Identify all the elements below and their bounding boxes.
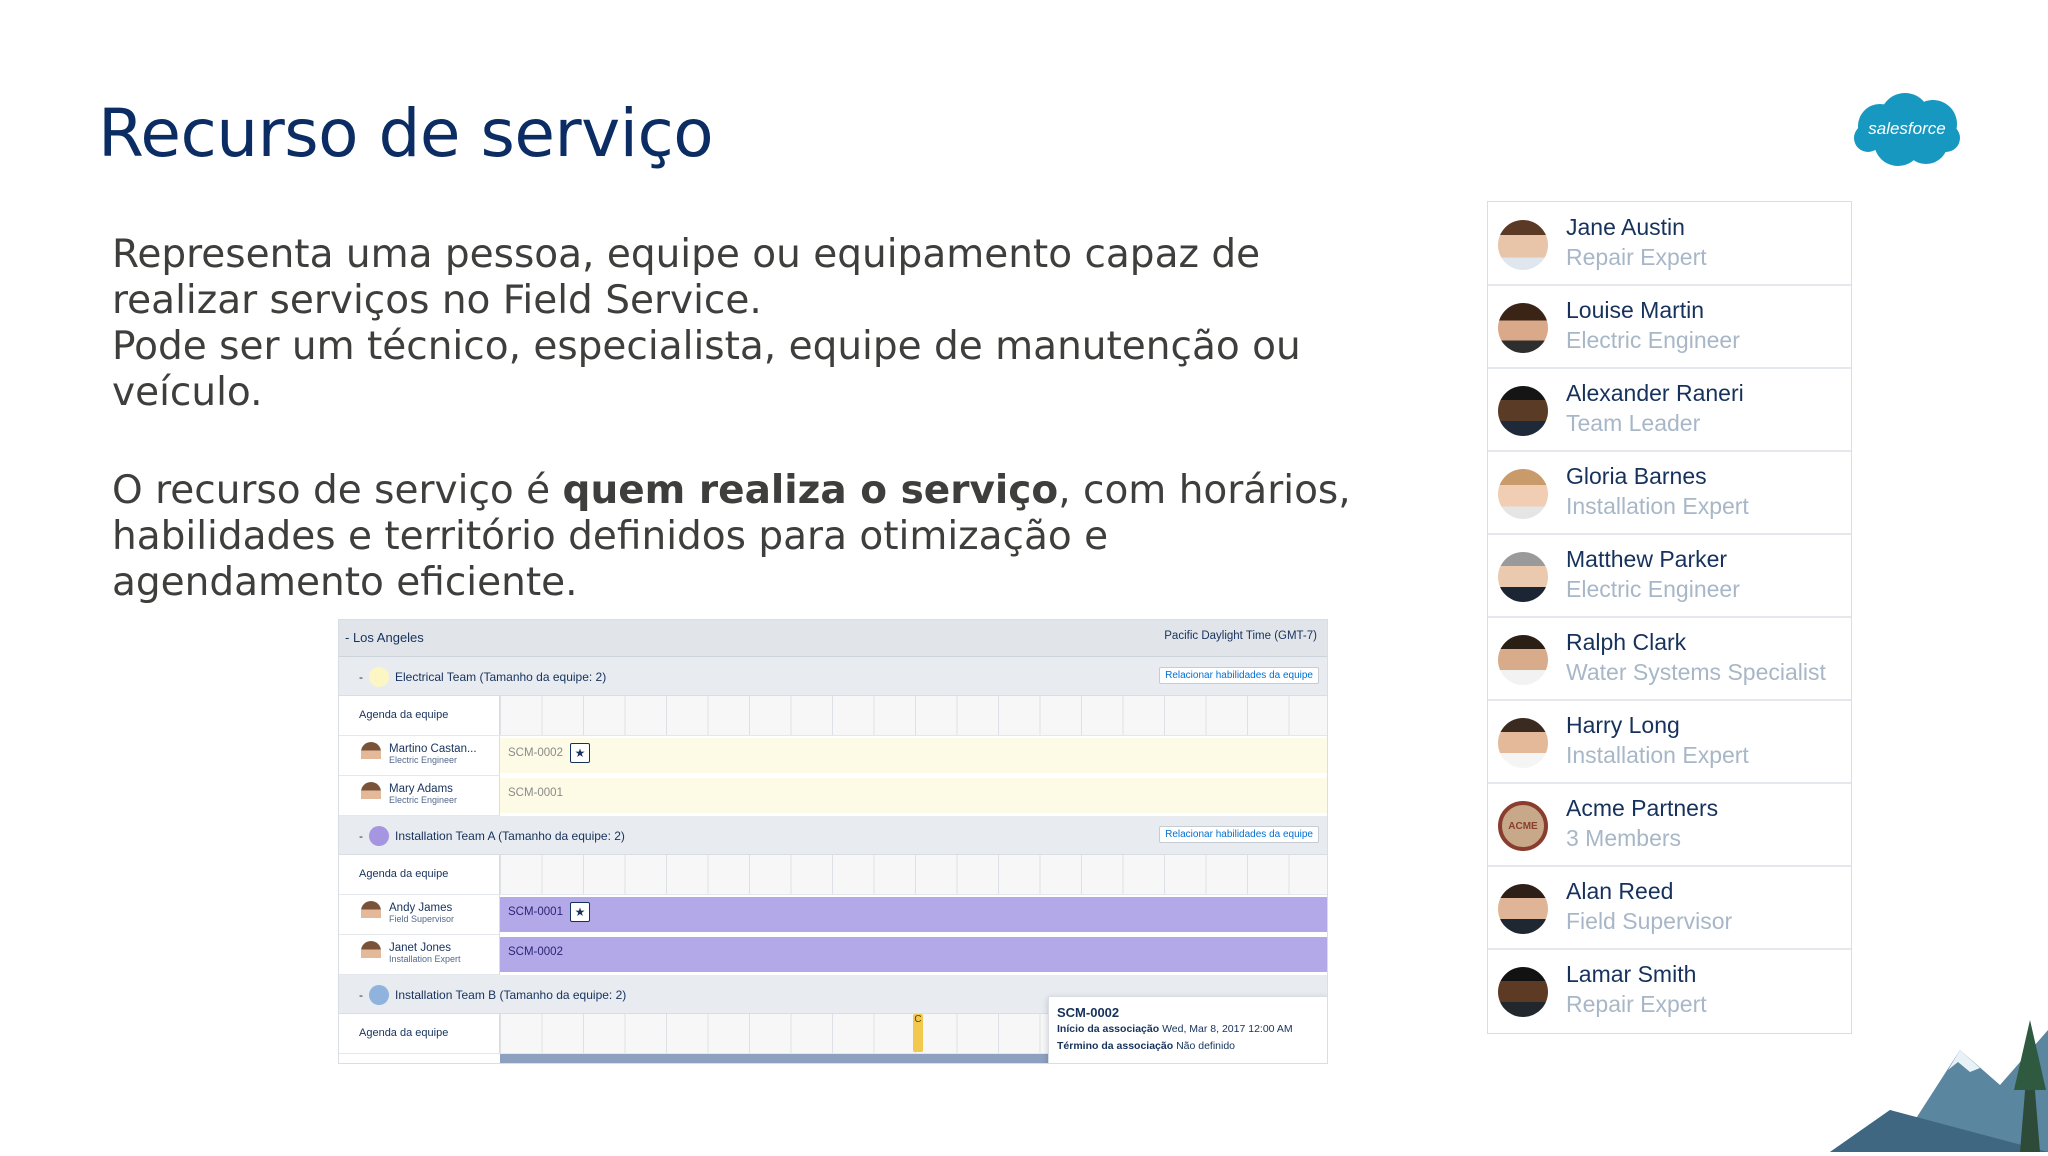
resource-name: Gloria Barnes: [1566, 463, 1707, 489]
assignment-label: SCM-0002: [508, 946, 563, 958]
tooltip-title: SCM-0002: [1057, 1005, 1120, 1020]
resource-name: Alan Reed: [1566, 878, 1674, 904]
agenda-row: [339, 696, 1327, 735]
assignment-bar[interactable]: [500, 738, 1327, 773]
resource-role: Repair Expert: [1566, 244, 1707, 270]
avatar: [1498, 303, 1548, 353]
resource-name: Matthew Parker: [1566, 546, 1728, 572]
member-name: Mary Adams: [389, 783, 453, 795]
tooltip-end-value: Não definido: [1176, 1040, 1236, 1052]
paragraph-2-end: , com horários, habilidades e território definidos para otimização e agendamento eficiente.: [112, 468, 1351, 605]
avatar: [1498, 635, 1548, 685]
resource-list: [1487, 201, 1852, 1034]
resource-role: Field Supervisor: [1566, 908, 1733, 934]
relate-skills-button[interactable]: Relacionar habilidades da equipe: [1159, 667, 1319, 684]
paragraph-2-bold: quem realiza o serviço: [562, 468, 1059, 513]
resource-role: Team Leader: [1566, 410, 1701, 436]
acme-avatar: [1498, 801, 1548, 851]
logo-text: salesforce: [1868, 119, 1946, 138]
assignment-bar[interactable]: [500, 937, 1327, 972]
resource-role: 3 Members: [1566, 825, 1682, 851]
avatar: [1498, 220, 1548, 270]
avatar: [361, 941, 381, 965]
avatar: [1498, 469, 1548, 519]
resource-name: Alexander Raneri: [1566, 380, 1744, 406]
avatar: [361, 742, 381, 766]
resource-role: Repair Expert: [1566, 991, 1707, 1017]
resource-item[interactable]: [1488, 368, 1851, 452]
avatar: [1498, 884, 1548, 934]
avatar: [1498, 386, 1548, 436]
resource-name: Lamar Smith: [1566, 961, 1697, 987]
slide-title: Recurso de serviço: [98, 95, 714, 172]
agenda-row: [339, 855, 1327, 894]
agenda-label: Agenda da equipe: [359, 1027, 449, 1039]
group-row-installation-a[interactable]: - Installation Team A (Tamanho da equipe: 2) Relacionar habilidades da equipe: [339, 816, 1327, 855]
resource-item[interactable]: [1488, 949, 1851, 1031]
resource-name: Ralph Clark: [1566, 629, 1687, 655]
paragraph-1-line-1: Representa uma pessoa, equipe ou equipamento capaz de realizar serviços no Field Service.: [112, 232, 1261, 323]
salesforce-logo: [1850, 92, 1964, 170]
assignment-marker[interactable]: C: [913, 1014, 923, 1052]
tooltip-end-label: Término da associação: [1057, 1040, 1174, 1052]
paragraph-1-line-2: Pode ser um técnico, especialista, equipe de manutenção ou veículo.: [112, 324, 1301, 415]
resource-item[interactable]: [1488, 534, 1851, 618]
member-name: Janet Jones: [389, 942, 452, 954]
paragraph-2-start: O recurso de serviço é: [112, 468, 563, 513]
resource-item[interactable]: [1488, 700, 1851, 784]
avatar: [361, 782, 381, 806]
star-icon[interactable]: ★: [570, 902, 590, 922]
territory-name: - Los Angeles: [345, 630, 424, 645]
tooltip-start-value: Wed, Mar 8, 2017 12:00 AM: [1162, 1023, 1293, 1035]
relate-skills-button[interactable]: Relacionar habilidades da equipe: [1159, 826, 1319, 843]
assignment-label: SCM-0001: [508, 906, 563, 918]
avatar: [1498, 552, 1548, 602]
resource-name: Jane Austin: [1566, 214, 1685, 240]
avatar: [1498, 718, 1548, 768]
member-name: Martino Castan...: [389, 743, 477, 755]
tooltip-start-label: Início da associação: [1057, 1023, 1160, 1035]
group-label: Electrical Team (Tamanho da equipe: 2): [395, 670, 607, 684]
timeline-grid[interactable]: [500, 696, 1327, 736]
resource-role: Water Systems Specialist: [1566, 659, 1826, 685]
group-label: Installation Team A (Tamanho da equipe: 2): [395, 829, 625, 843]
team-icon: [369, 985, 389, 1005]
member-role: Electric Engineer: [389, 755, 458, 765]
resource-item[interactable]: [1488, 285, 1851, 369]
assignment-bar[interactable]: [500, 897, 1327, 932]
resource-item[interactable]: [1488, 451, 1851, 535]
resource-role: Installation Expert: [1566, 742, 1749, 768]
timeline-grid[interactable]: [500, 855, 1327, 895]
avatar: [1498, 967, 1548, 1017]
resource-item[interactable]: [1488, 202, 1851, 286]
acme-logo-text: ACME: [1508, 820, 1538, 832]
resource-item[interactable]: [1488, 617, 1851, 701]
member-row[interactable]: [339, 895, 1327, 934]
territory-header[interactable]: [339, 620, 1327, 657]
assignment-tooltip: [1048, 996, 1328, 1064]
assignment-bar[interactable]: [500, 778, 1327, 813]
paragraph-2: [112, 468, 1352, 606]
member-row[interactable]: [339, 935, 1327, 974]
resource-item[interactable]: [1488, 783, 1851, 867]
member-role: Field Supervisor: [389, 914, 455, 924]
group-label: Installation Team B (Tamanho da equipe: 2): [395, 988, 627, 1002]
member-row[interactable]: [339, 776, 1327, 815]
resource-name: Louise Martin: [1566, 297, 1705, 323]
member-name: Andy James: [389, 902, 453, 914]
agenda-label: Agenda da equipe: [359, 868, 449, 880]
assignment-label: SCM-0001: [508, 787, 563, 799]
team-schedule-panel: [338, 619, 1328, 1064]
team-icon: [369, 826, 389, 846]
resource-name: Acme Partners: [1566, 795, 1719, 821]
agenda-label: Agenda da equipe: [359, 709, 449, 721]
resource-role: Electric Engineer: [1566, 327, 1740, 353]
member-row[interactable]: [339, 736, 1327, 775]
member-role: Electric Engineer: [389, 795, 458, 805]
resource-role: Installation Expert: [1566, 493, 1749, 519]
group-row-electrical[interactable]: - Electrical Team (Tamanho da equipe: 2) Relacionar habilidades da equipe: [339, 657, 1327, 696]
timezone-label: Pacific Daylight Time (GMT-7): [1164, 630, 1317, 642]
slide-body: [112, 232, 1352, 606]
assignment-label: SCM-0002: [508, 747, 563, 759]
mountain-illustration: [1830, 990, 2048, 1152]
avatar: [361, 901, 381, 925]
resource-item[interactable]: [1488, 866, 1851, 950]
group-row-installation-b[interactable]: - Installation Team B (Tamanho da equipe: 2): [339, 975, 1327, 1014]
star-icon[interactable]: ★: [570, 743, 590, 763]
team-icon: [369, 667, 389, 687]
resource-role: Electric Engineer: [1566, 576, 1740, 602]
member-role: Installation Expert: [389, 954, 461, 964]
resource-name: Harry Long: [1566, 712, 1680, 738]
